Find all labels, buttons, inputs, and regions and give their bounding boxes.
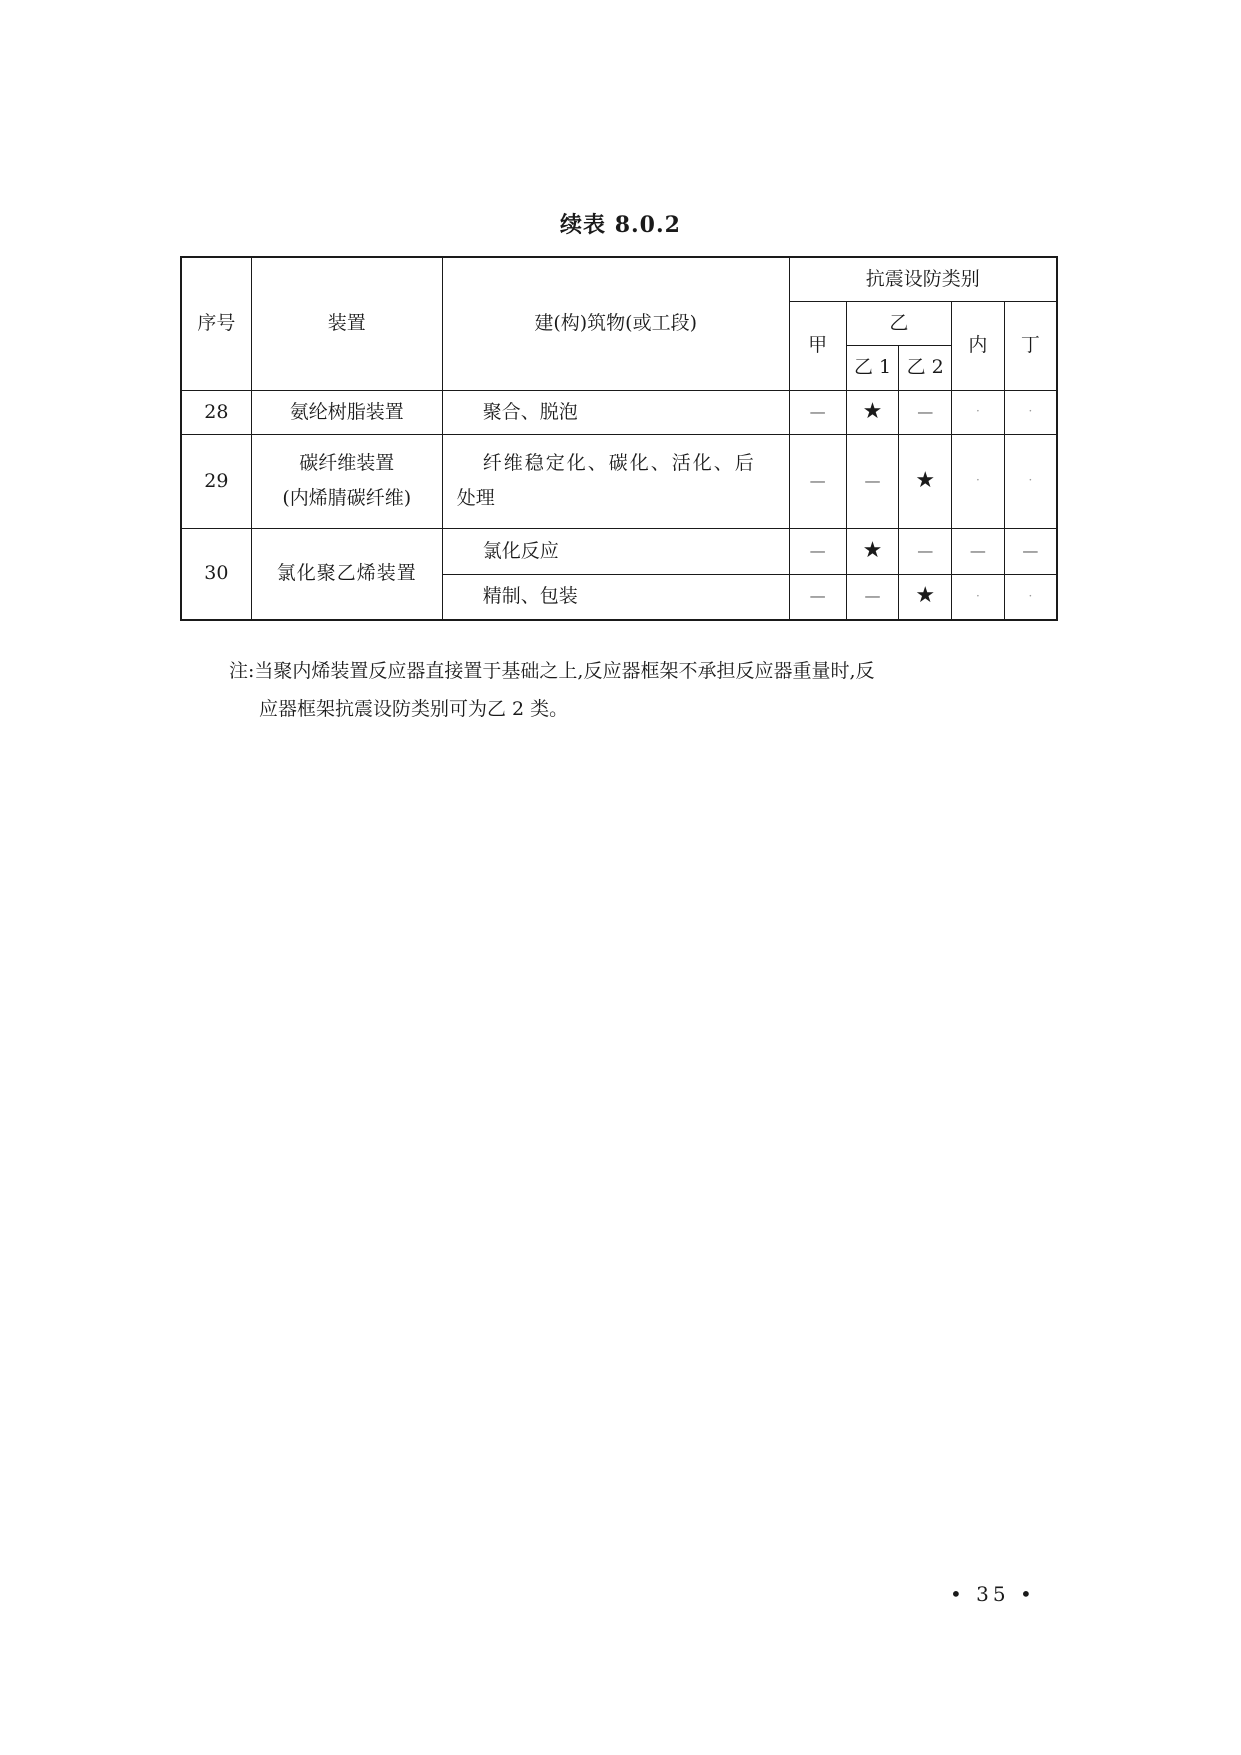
cell-bing: · [952,390,1005,434]
cell-yi2: ★ [899,574,952,620]
row-device-line1: 碳纤维装置 [299,452,395,475]
row-building-line2: 处理 [456,487,495,509]
note-line-2: 应器框架抗震设防类别可为乙 2 类。 [259,698,569,720]
row-device [251,434,442,528]
row-device: 氨纶树脂装置 [251,390,442,434]
row-building-text: 氯化反应 [482,539,559,562]
header-yi2: 乙 2 [899,345,952,390]
cell-ding: · [1004,574,1057,620]
cell-bing: · [952,434,1005,528]
cell-ding: · [1004,434,1057,528]
cell-yi1: — [846,434,899,528]
cell-jia: — [789,528,846,574]
page-number: • 35 • [950,1582,1036,1606]
row-building-line1: 纤维稳定化、碳化、活化、后 [482,452,756,475]
cell-jia: — [789,390,846,434]
header-yi: 乙 [846,301,951,345]
row-index: 29 [181,434,251,528]
row-device-line2: (内烯腈碳纤维) [282,487,412,509]
header-jia: 甲 [789,301,846,390]
cell-bing: — [952,528,1005,574]
header-device: 装置 [251,257,442,390]
cell-jia: — [789,574,846,620]
cell-ding: · [1004,390,1057,434]
header-building: 建(构)筑物(或工段) [442,257,789,390]
cell-jia: — [789,434,846,528]
row-index: 28 [181,390,251,434]
cell-yi2: — [899,528,952,574]
cell-yi2: — [899,390,952,434]
cell-yi2: ★ [899,434,952,528]
cell-bing: · [952,574,1005,620]
table-note [229,652,1059,728]
row-index: 30 [181,528,251,620]
header-index: 序号 [181,257,251,390]
table-row [181,434,1057,528]
row-building [442,390,789,434]
seismic-category-table [180,256,1058,621]
header-yi1: 乙 1 [846,345,899,390]
cell-ding: — [1004,528,1057,574]
table-row [181,390,1057,434]
table-title: 续表 8.0.2 [560,212,681,238]
row-device: 氯化聚乙烯装置 [251,528,442,620]
row-building-text: 聚合、脱泡 [482,400,578,423]
header-category-group: 抗震设防类别 [789,257,1057,301]
cell-yi1: ★ [846,390,899,434]
header-row-1 [181,257,1057,301]
header-ding: 丁 [1004,301,1057,390]
header-bing: 内 [952,301,1005,390]
row-building-text: 精制、包装 [482,585,578,608]
row-building [442,574,789,620]
note-line-1: 注:当聚内烯装置反应器直接置于基础之上,反应器框架不承担反应器重量时,反 [229,660,875,682]
cell-yi1: ★ [846,528,899,574]
row-building [442,528,789,574]
cell-yi1: — [846,574,899,620]
table-row [181,528,1057,574]
row-building [442,434,789,528]
